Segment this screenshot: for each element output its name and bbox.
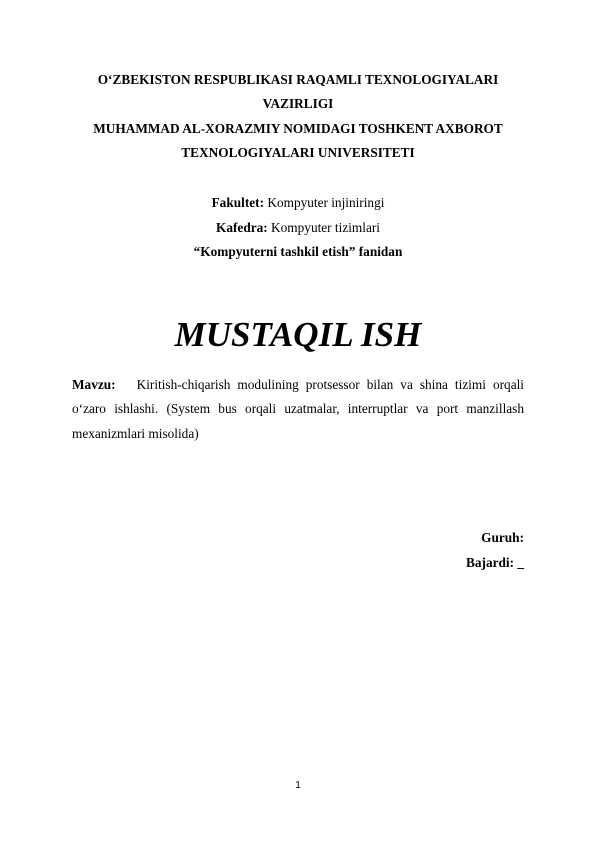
faculty-label: Fakultet: (211, 195, 265, 210)
performer-label: Bajardi: _ (466, 554, 524, 570)
department-value: Kompyuter tizimlari (271, 219, 380, 235)
subject-name: “Kompyuterni tashkil etish” fanidan (193, 244, 403, 259)
page-number: 1 (295, 780, 301, 791)
university-line-1: MUHAMMAD AL-XORAZMIY NOMIDAGI TOSHKENT AXBOROT (93, 120, 503, 136)
group-label: Guruh: (481, 530, 524, 545)
faculty-row (72, 191, 524, 216)
faculty-value: Kompyuter injiniringi (267, 195, 385, 210)
subject-line (72, 240, 524, 265)
ministry-line-1: O‘ZBEKISTON RESPUBLIKASI RAQAMLI TEXNOLOGIYALARI (97, 72, 499, 87)
ministry-line-2: VAZIRLIGI (262, 96, 334, 112)
document-title: MUSTAQIL ISH (174, 315, 422, 354)
topic-text: Kiritish-chiqarish modulining protsessor bilan va shina tizimi orqali o‘zaro ishlashi. (System bus orqali uzatmalar, interruptlar va port manzillash mexanizmlari misolida) (72, 377, 524, 441)
topic-paragraph (72, 373, 524, 446)
faculty-info (72, 191, 524, 265)
signature-block (72, 526, 524, 575)
topic-label: Mavzu: (72, 377, 116, 392)
department-row (72, 216, 524, 241)
ministry-header (72, 68, 524, 165)
department-label: Kafedra: (216, 219, 268, 235)
university-line-2: TEXNOLOGIYALARI UNIVERSITETI (181, 144, 415, 160)
